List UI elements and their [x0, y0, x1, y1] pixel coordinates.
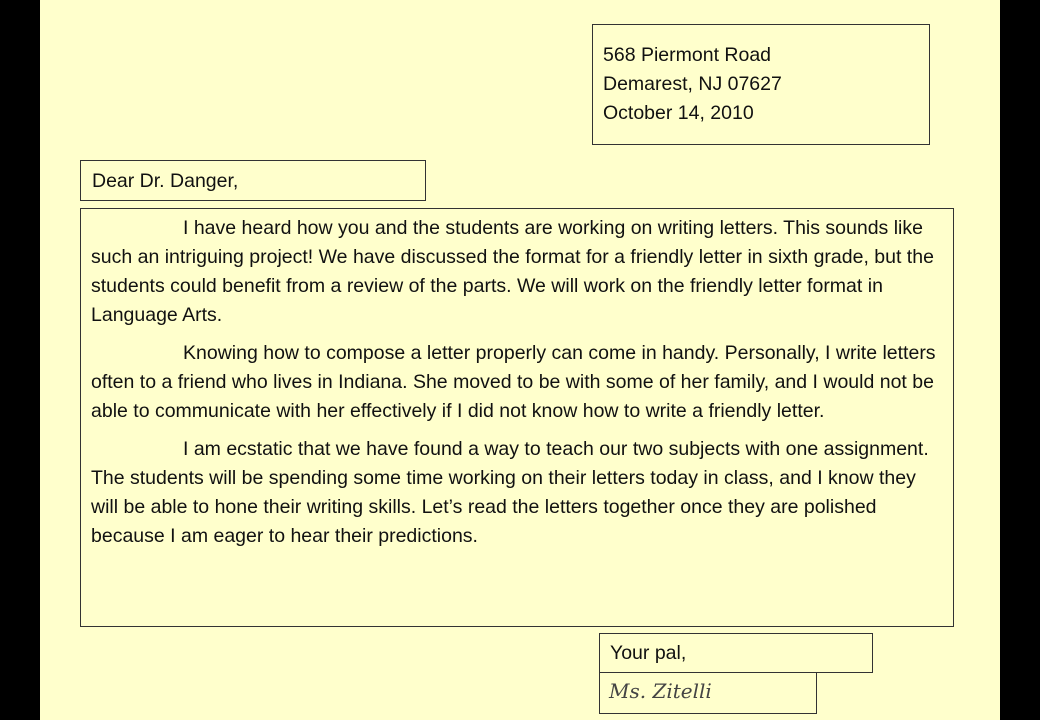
- city-state-zip: Demarest, NJ 07627: [603, 73, 782, 95]
- letter-page: [40, 0, 1000, 720]
- heading-address-box: [592, 24, 930, 145]
- body-paragraph-1: I have heard how you and the students are working on writing letters. This sounds like such an intriguing project! We have discussed the format for a friendly letter in sixth grade, but the students could benefit from a review of the parts. We will work on the friendly letter format in Language Arts.: [91, 217, 934, 326]
- signature-text: Ms. Zitelli: [609, 679, 712, 703]
- letter-body-box: [80, 208, 954, 627]
- street-address: 568 Piermont Road: [603, 44, 772, 66]
- closing-text: Your pal,: [610, 642, 687, 664]
- closing-box: [599, 633, 873, 673]
- greeting-text: Dear Dr. Danger,: [92, 170, 239, 192]
- body-paragraph-3: I am ecstatic that we have found a way to teach our two subjects with one assignment. The students will be spending some time working on their letters today in class, and I know they will be able to hone their writing skills. Let’s read the letters together once they are polished because I am eager to hear their predictions.: [91, 438, 929, 547]
- signature-box: [599, 672, 817, 714]
- letter-date: October 14, 2010: [603, 102, 754, 124]
- greeting-box: [80, 160, 426, 201]
- body-paragraph-2: Knowing how to compose a letter properly can come in handy. Personally, I write letters often to a friend who lives in Indiana. She moved to be with some of her family, and I would not be able to communicate with her effectively if I did not know how to write a friendly letter.: [91, 342, 936, 422]
